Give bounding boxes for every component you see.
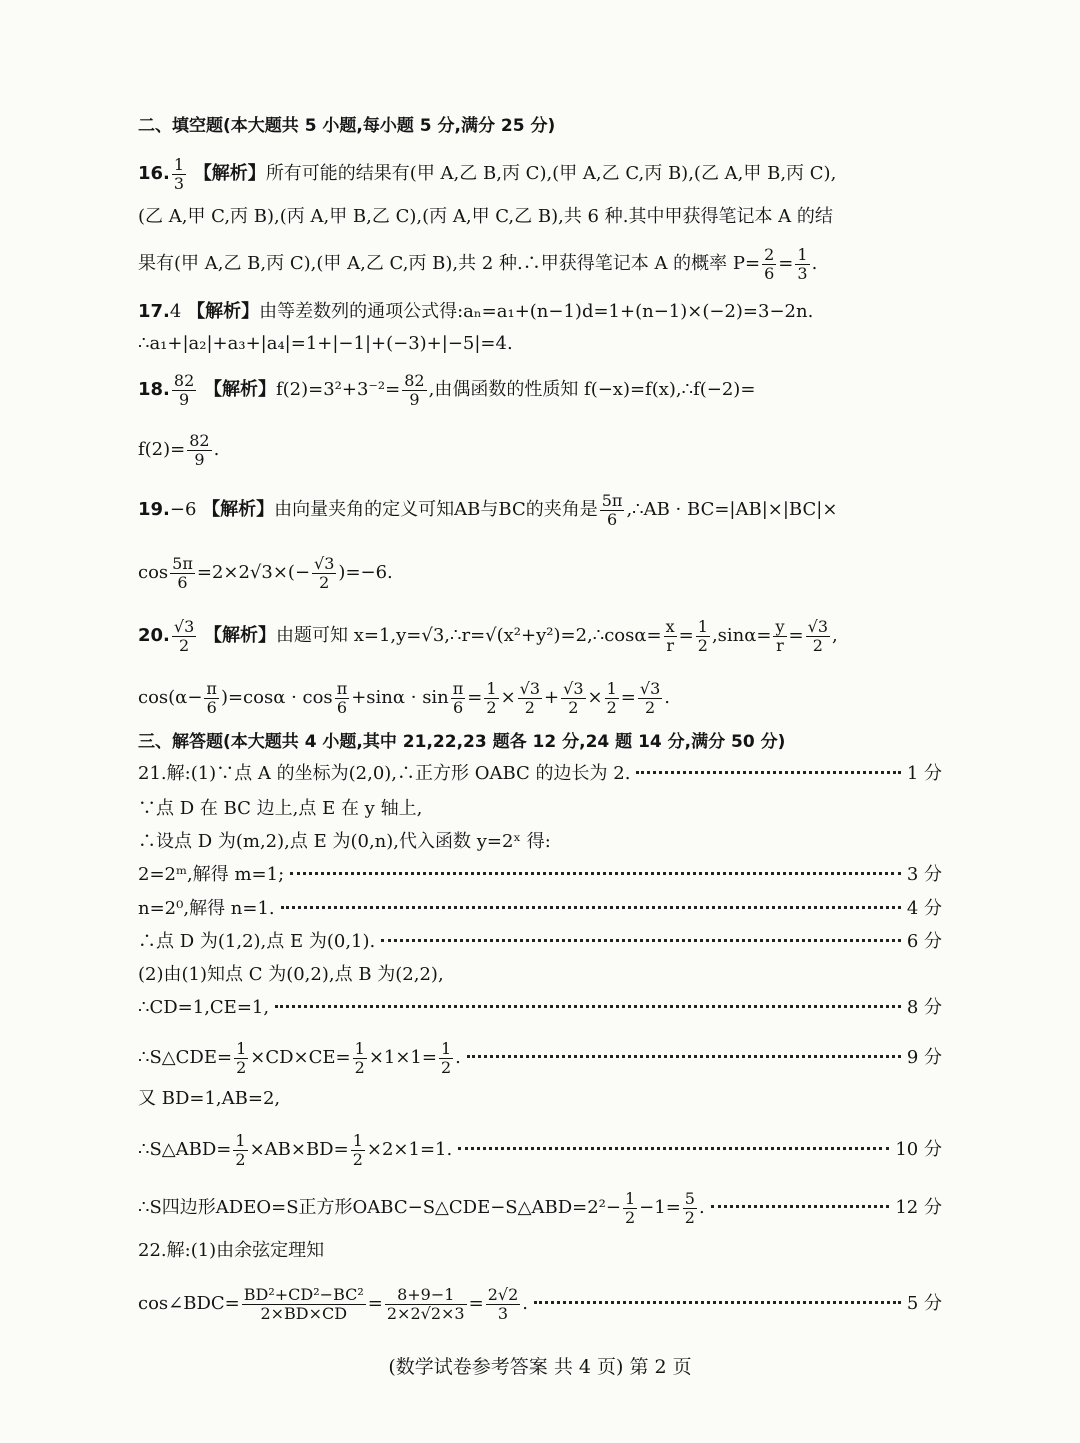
q17-line1: 17.4 【解析】由等差数列的通项公式得:aₙ=a₁+(n−1)d=1+(n−1)×(−2)=3−2n. [138, 301, 814, 322]
q21-line2: ∵点 D 在 BC 边上,点 E 在 y 轴上, [138, 798, 423, 819]
q18-line2: f(2)= $\frac{82}{9}$ . [138, 431, 220, 469]
q19-line2: cos $\frac{5\pi}{6}$ =2×2√3×(− $\frac{√3}{2}$ )=−6. [138, 554, 393, 592]
q21-line10: 又 BD=1,AB=2, [138, 1088, 281, 1109]
q21-line12: ∴S四边形ADEO=S正方形OABC−S△CDE−S△ABD=2²− $\frac{1}{2}$ −1= $\frac{5}{2}$ . 12 分 [138, 1189, 942, 1227]
q20-line1: 20. $\frac{√3}{2}$ 【解析】由题可知 x=1,y=√3,∴r=√(x²+y²)=2,∴cosα= $\frac{x}{r}$ = $\frac{1}{2}$ ,sinα= $\frac{y}{r}$ = $\frac{√3}{2}$ , [138, 617, 838, 655]
q21-line9: ∴S△CDE= $\frac{1}{2}$ ×CD×CE= $\frac{1}{2}$ ×1×1= $\frac{1}{2}$ . 9 分 [138, 1039, 942, 1077]
q16-line2: (乙 A,甲 C,丙 B),(丙 A,甲 B,乙 C),(丙 A,甲 C,乙 B),共 6 种.其中甲获得笔记本 A 的结 [138, 206, 833, 227]
q21-line4: 2=2ᵐ,解得 m=1; 3 分 [138, 864, 942, 885]
q21-line5: n=2⁰,解得 n=1. 4 分 [138, 898, 942, 919]
q16-answer: $\frac{1}{3}$ [173, 155, 185, 193]
q22-line1: 22.解:(1)由余弦定理知 [138, 1240, 325, 1261]
q17-line2: ∴a₁+|a₂|+a₃+|a₄|=1+|−1|+(−3)+|−5|=4. [138, 333, 513, 354]
q19-line1: 19.−6 【解析】由向量夹角的定义可知AB与BC的夹角是 $\frac{5\pi}{6}$ ,∴AB · BC=|AB|×|BC|× [138, 491, 838, 529]
section3-header: 三、解答题(本大题共 4 小题,其中 21,22,23 题各 12 分,24 题 14 分,满分 50 分) [138, 732, 786, 752]
q21-line7: (2)由(1)知点 C 为(0,2),点 B 为(2,2), [138, 964, 444, 985]
q16-line1: 16. $\frac{1}{3}$ 【解析】所有可能的结果有(甲 A,乙 B,丙 C),(甲 A,乙 C,丙 B),(乙 A,甲 B,丙 C), [138, 155, 837, 193]
q21-line6: ∴点 D 为(1,2),点 E 为(0,1). 6 分 [138, 931, 942, 952]
q21-line1: 21.解:(1)∵点 A 的坐标为(2,0),∴正方形 OABC 的边长为 2. 1 分 [138, 763, 942, 784]
page-footer: (数学试卷参考答案 共 4 页) 第 2 页 [388, 1356, 692, 1378]
q18-line1: 18. $\frac{82}{9}$ 【解析】f(2)=3²+3⁻²= $\frac{82}{9}$ ,由偶函数的性质知 f(−x)=f(x),∴f(−2)= [138, 371, 756, 409]
section2-header: 二、填空题(本大题共 5 小题,每小题 5 分,满分 25 分) [138, 116, 556, 136]
q21-line3: ∴设点 D 为(m,2),点 E 为(0,n),代入函数 y=2ˣ 得: [138, 831, 551, 852]
q21-line8: ∴CD=1,CE=1, 8 分 [138, 997, 942, 1018]
q21-line11: ∴S△ABD= $\frac{1}{2}$ ×AB×BD= $\frac{1}{2}$ ×2×1=1. 10 分 [138, 1131, 942, 1169]
q22-line2: cos∠BDC= $\frac{\text{BD²+CD²−BC²}}{2\times BD\times CD}$ = $\frac{8+9-1}{2\times 2√2\times 3}$ = $\frac{2√2}{3}$ . 5 分 [138, 1285, 942, 1323]
q20-line2: cos(α− $\frac{\pi}{6}$ )=cosα · cos $\frac{\pi}{6}$ +sinα · sin $\frac{\pi}{6}$ = $\frac{1}{2}$ × $\frac{√3}{2}$ + $\frac{√3}{2}$ × $\frac{1}{2}$ = $\frac{√3}{2}$ . [138, 679, 670, 717]
q16-line3: 果有(甲 A,乙 B,丙 C),(甲 A,乙 C,丙 B),共 2 种.∴甲获得笔记本 A 的概率 P= $\frac{2}{6}$ = $\frac{1}{3}$ . [138, 245, 818, 283]
